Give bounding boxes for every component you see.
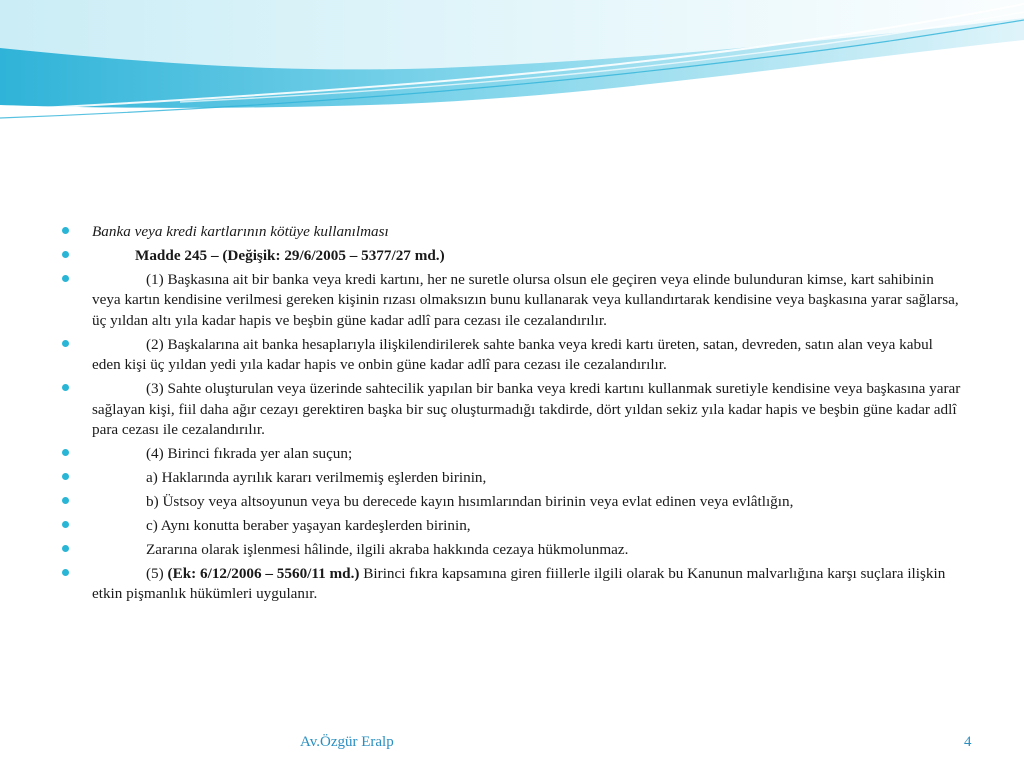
list-item-article-title [62, 246, 962, 266]
list-item-paragraph-1 [62, 270, 962, 331]
list-item-paragraph-4 [62, 444, 962, 464]
bullet-icon [62, 227, 69, 234]
footer-author: Av.Özgür Eralp [300, 734, 394, 750]
paragraph-2: (2) Başkalarına ait banka hesaplarıyla ilişkilendirilerek sahte banka veya kredi kartı üreten, satan, devreden, satın alan veya kabul eden kişi üç yıldan yedi yıla kadar hapis ve onbin güne kadar adlî para cezası ile cezalandırılır. [92, 335, 933, 374]
article-title: Madde 245 – (Değişik: 29/6/2005 – 5377/27 md.) [135, 247, 445, 264]
paragraph-4d: Zararına olarak işlenmesi hâlinde, ilgili akraba hakkında cezaya hükmolunmaz. [146, 541, 629, 559]
bullet-icon [62, 473, 69, 480]
slide-heading: Banka veya kredi kartlarının kötüye kullanılması [92, 223, 389, 240]
paragraph-5-amendment: (Ek: 6/12/2006 – 5560/11 md.) [167, 565, 360, 583]
slide-body [62, 222, 962, 608]
bullet-icon [62, 251, 69, 258]
page-number: 4 [964, 734, 972, 750]
paragraph-3: (3) Sahte oluşturulan veya üzerinde sahtecilik yapılan bir banka veya kredi kartını kullanmak suretiyle kendisine veya başkasına yarar sağlayan kişi, fiil daha ağır cezayı gerektiren başka bir suç oluşturmadığı takdirde, dört yıldan sekiz yıla kadar hapis ve beşbin güne kadar adlî para cezası ile cezalandırılır. [92, 380, 961, 439]
paragraph-4a: a) Haklarında ayrılık kararı verilmemiş eşlerden birinin, [146, 469, 487, 487]
bullet-icon [62, 340, 69, 347]
list-item-heading [62, 222, 962, 242]
paragraph-5-text: Birinci fıkra kapsamına giren fiillerle ilgili olarak bu Kanunun malvarlığına karşı suçlara ilişkin etkin pişmanlık hükümleri uygulanır. [92, 565, 946, 603]
paragraph-4b: b) Üstsoy veya altsoyunun veya bu derecede kayın hısımlarından birinin veya evlat edinen veya evlâtlığın, [146, 493, 794, 511]
bullet-list [62, 222, 962, 605]
bullet-icon [62, 449, 69, 456]
paragraph-1: (1) Başkasına ait bir banka veya kredi kartını, her ne suretle olursa olsun ele geçiren veya elinde bulunduran kimse, kart sahibinin veya kartın kendisine verilmesi gereken kişinin rızası olmaksızın bunu kullanarak veya kullandırtarak kendisine veya başkasına yarar sağlarsa, üç yıldan altı yıla kadar hapis ve beşbin güne kadar adlî para cezası ile cezalandırılır. [92, 271, 959, 329]
bullet-icon [62, 275, 69, 282]
bullet-icon [62, 521, 69, 528]
list-item-paragraph-4d [62, 540, 962, 560]
list-item-paragraph-3 [62, 379, 962, 440]
paragraph-4: (4) Birinci fıkrada yer alan suçun; [146, 445, 353, 463]
paragraph-4c: c) Aynı konutta beraber yaşayan kardeşlerden birinin, [146, 517, 471, 535]
bullet-icon [62, 497, 69, 504]
list-item-paragraph-4c [62, 516, 962, 536]
bullet-icon [62, 569, 69, 576]
header-wave-decoration [0, 0, 1024, 130]
list-item-paragraph-4a [62, 468, 962, 488]
list-item-paragraph-5 [62, 564, 962, 605]
bullet-icon [62, 545, 69, 552]
list-item-paragraph-2 [62, 335, 962, 376]
paragraph-5-number: (5) [146, 565, 164, 583]
list-item-paragraph-4b [62, 492, 962, 512]
bullet-icon [62, 384, 69, 391]
